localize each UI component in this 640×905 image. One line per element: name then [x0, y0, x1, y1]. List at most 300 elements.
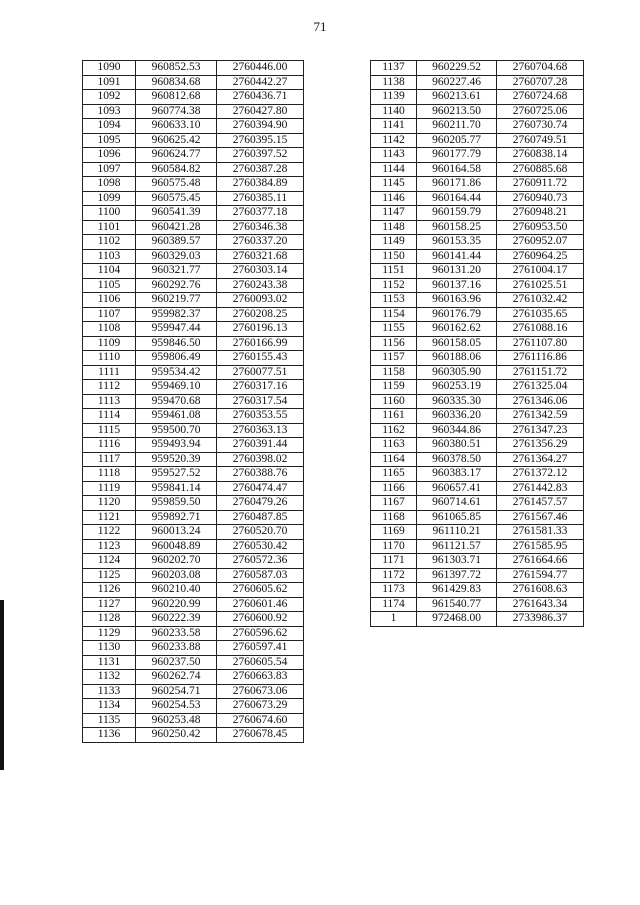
page-number: 71	[313, 19, 327, 34]
y-coordinate-cell: 2761442.83	[497, 481, 584, 496]
table-row	[83, 206, 304, 221]
y-coordinate-cell: 2760940.73	[497, 191, 584, 206]
x-coordinate-cell: 960834.68	[136, 75, 217, 90]
table-row	[371, 148, 584, 163]
x-coordinate-cell: 961065.85	[417, 510, 497, 525]
y-coordinate-cell: 2760394.90	[217, 119, 304, 134]
x-coordinate-cell: 960714.61	[417, 496, 497, 511]
x-coordinate-cell: 960229.52	[417, 61, 497, 76]
x-coordinate-cell: 960203.08	[136, 568, 217, 583]
y-coordinate-cell: 2760964.25	[497, 249, 584, 264]
point-number-cell: 1165	[371, 467, 417, 482]
table-row	[371, 249, 584, 264]
table-row	[83, 133, 304, 148]
x-coordinate-cell: 960253.19	[417, 380, 497, 395]
y-coordinate-cell: 2760397.52	[217, 148, 304, 163]
point-number-cell: 1109	[83, 336, 136, 351]
table-row	[371, 162, 584, 177]
point-number-cell: 1103	[83, 249, 136, 264]
x-coordinate-cell: 960389.57	[136, 235, 217, 250]
table-row	[371, 104, 584, 119]
table-row	[83, 612, 304, 627]
x-coordinate-cell: 960171.86	[417, 177, 497, 192]
x-coordinate-cell: 960227.46	[417, 75, 497, 90]
point-number-cell: 1117	[83, 452, 136, 467]
x-coordinate-cell: 960575.48	[136, 177, 217, 192]
scan-edge-mark	[0, 600, 4, 770]
x-coordinate-cell: 960584.82	[136, 162, 217, 177]
x-coordinate-cell: 960220.99	[136, 597, 217, 612]
point-number-cell: 1157	[371, 351, 417, 366]
table-row	[371, 307, 584, 322]
y-coordinate-cell: 2761116.86	[497, 351, 584, 366]
y-coordinate-cell: 2760673.29	[217, 699, 304, 714]
y-coordinate-cell: 2760487.85	[217, 510, 304, 525]
x-coordinate-cell: 960137.16	[417, 278, 497, 293]
y-coordinate-cell: 2761567.46	[497, 510, 584, 525]
y-coordinate-cell: 2761372.12	[497, 467, 584, 482]
x-coordinate-cell: 960141.44	[417, 249, 497, 264]
point-number-cell: 1106	[83, 293, 136, 308]
table-row	[83, 438, 304, 453]
table-row	[83, 264, 304, 279]
table-row	[83, 510, 304, 525]
point-number-cell: 1169	[371, 525, 417, 540]
point-number-cell: 1153	[371, 293, 417, 308]
point-number-cell: 1146	[371, 191, 417, 206]
point-number-cell: 1150	[371, 249, 417, 264]
table-row	[371, 409, 584, 424]
table-row	[83, 104, 304, 119]
table-row	[371, 496, 584, 511]
y-coordinate-cell: 2760605.62	[217, 583, 304, 598]
point-number-cell: 1173	[371, 583, 417, 598]
table-row	[83, 336, 304, 351]
table-row	[371, 75, 584, 90]
x-coordinate-cell: 960541.39	[136, 206, 217, 221]
y-coordinate-cell: 2760704.68	[497, 61, 584, 76]
point-number-cell: 1128	[83, 612, 136, 627]
table-row	[371, 191, 584, 206]
y-coordinate-cell: 2760725.06	[497, 104, 584, 119]
table-row	[371, 438, 584, 453]
x-coordinate-cell: 960625.42	[136, 133, 217, 148]
table-row	[83, 684, 304, 699]
point-number-cell: 1167	[371, 496, 417, 511]
table-row	[83, 597, 304, 612]
x-coordinate-cell: 959947.44	[136, 322, 217, 337]
point-number-cell: 1097	[83, 162, 136, 177]
y-coordinate-cell: 2760427.80	[217, 104, 304, 119]
y-coordinate-cell: 2761643.34	[497, 597, 584, 612]
point-number-cell: 1122	[83, 525, 136, 540]
x-coordinate-cell: 960254.71	[136, 684, 217, 699]
x-coordinate-cell: 960048.89	[136, 539, 217, 554]
y-coordinate-cell: 2760572.36	[217, 554, 304, 569]
point-number-cell: 1116	[83, 438, 136, 453]
x-coordinate-cell: 961110.21	[417, 525, 497, 540]
point-number-cell: 1110	[83, 351, 136, 366]
point-number-cell: 1096	[83, 148, 136, 163]
y-coordinate-cell: 2761585.95	[497, 539, 584, 554]
x-coordinate-cell: 960162.62	[417, 322, 497, 337]
table-row	[371, 510, 584, 525]
x-coordinate-cell: 960253.48	[136, 713, 217, 728]
y-coordinate-cell: 2760605.54	[217, 655, 304, 670]
x-coordinate-cell: 961303.71	[417, 554, 497, 569]
y-coordinate-cell: 2760398.02	[217, 452, 304, 467]
point-number-cell: 1143	[371, 148, 417, 163]
point-number-cell: 1154	[371, 307, 417, 322]
y-coordinate-cell: 2760387.28	[217, 162, 304, 177]
x-coordinate-cell: 960188.06	[417, 351, 497, 366]
point-number-cell: 1111	[83, 365, 136, 380]
table-row	[83, 699, 304, 714]
y-coordinate-cell: 2761664.66	[497, 554, 584, 569]
y-coordinate-cell: 2760446.00	[217, 61, 304, 76]
table-row	[83, 655, 304, 670]
coordinates-table-left	[82, 60, 304, 743]
point-number-cell: 1100	[83, 206, 136, 221]
x-coordinate-cell: 960633.10	[136, 119, 217, 134]
y-coordinate-cell: 2760596.62	[217, 626, 304, 641]
y-coordinate-cell: 2760678.45	[217, 728, 304, 743]
x-coordinate-cell: 959859.50	[136, 496, 217, 511]
y-coordinate-cell: 2761347.23	[497, 423, 584, 438]
y-coordinate-cell: 2761608.63	[497, 583, 584, 598]
point-number-cell: 1141	[371, 119, 417, 134]
x-coordinate-cell: 960213.61	[417, 90, 497, 105]
point-number-cell: 1124	[83, 554, 136, 569]
x-coordinate-cell: 960164.44	[417, 191, 497, 206]
y-coordinate-cell: 2760838.14	[497, 148, 584, 163]
point-number-cell: 1166	[371, 481, 417, 496]
point-number-cell: 1158	[371, 365, 417, 380]
y-coordinate-cell: 2760384.89	[217, 177, 304, 192]
table-row	[83, 90, 304, 105]
point-number-cell: 1164	[371, 452, 417, 467]
point-number-cell: 1133	[83, 684, 136, 699]
y-coordinate-cell: 2760395.15	[217, 133, 304, 148]
x-coordinate-cell: 959806.49	[136, 351, 217, 366]
y-coordinate-cell: 2760601.46	[217, 597, 304, 612]
table-row	[83, 496, 304, 511]
x-coordinate-cell: 959500.70	[136, 423, 217, 438]
table-row	[371, 278, 584, 293]
table-row	[83, 75, 304, 90]
point-number-cell: 1161	[371, 409, 417, 424]
table-row	[371, 612, 584, 627]
table-row	[371, 597, 584, 612]
table-row	[371, 568, 584, 583]
y-coordinate-cell: 2760303.14	[217, 264, 304, 279]
x-coordinate-cell: 959493.94	[136, 438, 217, 453]
y-coordinate-cell: 2760885.68	[497, 162, 584, 177]
x-coordinate-cell: 960383.17	[417, 467, 497, 482]
x-coordinate-cell: 960335.30	[417, 394, 497, 409]
point-number-cell: 1134	[83, 699, 136, 714]
x-coordinate-cell: 959527.52	[136, 467, 217, 482]
x-coordinate-cell: 960131.20	[417, 264, 497, 279]
table-row	[371, 583, 584, 598]
x-coordinate-cell: 960421.28	[136, 220, 217, 235]
x-coordinate-cell: 960164.58	[417, 162, 497, 177]
x-coordinate-cell: 960158.25	[417, 220, 497, 235]
x-coordinate-cell: 960305.90	[417, 365, 497, 380]
table-row	[83, 481, 304, 496]
coordinates-table-left-body	[83, 61, 304, 743]
x-coordinate-cell: 959469.10	[136, 380, 217, 395]
x-coordinate-cell: 960153.35	[417, 235, 497, 250]
point-number-cell: 1101	[83, 220, 136, 235]
y-coordinate-cell: 2760948.21	[497, 206, 584, 221]
table-row	[371, 61, 584, 76]
y-coordinate-cell: 2760208.25	[217, 307, 304, 322]
y-coordinate-cell: 2761364.27	[497, 452, 584, 467]
x-coordinate-cell: 959520.39	[136, 452, 217, 467]
point-number-cell: 1174	[371, 597, 417, 612]
table-row	[83, 278, 304, 293]
x-coordinate-cell: 960575.45	[136, 191, 217, 206]
y-coordinate-cell: 2761346.06	[497, 394, 584, 409]
table-row	[83, 351, 304, 366]
table-row	[371, 351, 584, 366]
x-coordinate-cell: 960177.79	[417, 148, 497, 163]
point-number-cell: 1131	[83, 655, 136, 670]
y-coordinate-cell: 2760196.13	[217, 322, 304, 337]
point-number-cell: 1094	[83, 119, 136, 134]
x-coordinate-cell: 959841.14	[136, 481, 217, 496]
y-coordinate-cell: 2760530.42	[217, 539, 304, 554]
table-row	[83, 293, 304, 308]
point-number-cell: 1168	[371, 510, 417, 525]
x-coordinate-cell: 960292.76	[136, 278, 217, 293]
x-coordinate-cell: 960159.79	[417, 206, 497, 221]
x-coordinate-cell: 961397.72	[417, 568, 497, 583]
y-coordinate-cell: 2760353.55	[217, 409, 304, 424]
x-coordinate-cell: 961429.83	[417, 583, 497, 598]
point-number-cell: 1172	[371, 568, 417, 583]
x-coordinate-cell: 960163.96	[417, 293, 497, 308]
x-coordinate-cell: 959892.71	[136, 510, 217, 525]
y-coordinate-cell: 2761457.57	[497, 496, 584, 511]
y-coordinate-cell: 2760520.70	[217, 525, 304, 540]
table-row	[83, 641, 304, 656]
point-number-cell: 1107	[83, 307, 136, 322]
point-number-cell: 1138	[371, 75, 417, 90]
table-row	[83, 467, 304, 482]
y-coordinate-cell: 2760707.28	[497, 75, 584, 90]
table-row	[371, 206, 584, 221]
x-coordinate-cell: 960213.50	[417, 104, 497, 119]
table-row	[371, 235, 584, 250]
x-coordinate-cell: 960657.41	[417, 481, 497, 496]
table-row	[371, 293, 584, 308]
table-row	[371, 322, 584, 337]
y-coordinate-cell: 2760346.38	[217, 220, 304, 235]
y-coordinate-cell: 2760674.60	[217, 713, 304, 728]
y-coordinate-cell: 2760730.74	[497, 119, 584, 134]
y-coordinate-cell: 2760673.06	[217, 684, 304, 699]
table-row	[83, 220, 304, 235]
y-coordinate-cell: 2760724.68	[497, 90, 584, 105]
x-coordinate-cell: 960013.24	[136, 525, 217, 540]
y-coordinate-cell: 2760317.54	[217, 394, 304, 409]
x-coordinate-cell: 959534.42	[136, 365, 217, 380]
point-number-cell: 1123	[83, 539, 136, 554]
table-row	[371, 90, 584, 105]
point-number-cell: 1142	[371, 133, 417, 148]
x-coordinate-cell: 960202.70	[136, 554, 217, 569]
point-number-cell: 1145	[371, 177, 417, 192]
x-coordinate-cell: 960219.77	[136, 293, 217, 308]
y-coordinate-cell: 2760479.26	[217, 496, 304, 511]
point-number-cell: 1092	[83, 90, 136, 105]
point-number-cell: 1137	[371, 61, 417, 76]
table-row	[83, 148, 304, 163]
y-coordinate-cell: 2761151.72	[497, 365, 584, 380]
point-number-cell: 1159	[371, 380, 417, 395]
table-row	[83, 409, 304, 424]
x-coordinate-cell: 960233.58	[136, 626, 217, 641]
y-coordinate-cell: 2733986.37	[497, 612, 584, 627]
table-row	[83, 61, 304, 76]
point-number-cell: 1147	[371, 206, 417, 221]
x-coordinate-cell: 960380.51	[417, 438, 497, 453]
point-number-cell: 1127	[83, 597, 136, 612]
point-number-cell: 1130	[83, 641, 136, 656]
x-coordinate-cell: 960210.40	[136, 583, 217, 598]
point-number-cell: 1125	[83, 568, 136, 583]
point-number-cell: 1171	[371, 554, 417, 569]
y-coordinate-cell: 2760093.02	[217, 293, 304, 308]
table-row	[371, 336, 584, 351]
y-coordinate-cell: 2760663.83	[217, 670, 304, 685]
point-number-cell: 1115	[83, 423, 136, 438]
table-row	[83, 539, 304, 554]
y-coordinate-cell: 2761325.04	[497, 380, 584, 395]
x-coordinate-cell: 959982.37	[136, 307, 217, 322]
point-number-cell: 1098	[83, 177, 136, 192]
y-coordinate-cell: 2761025.51	[497, 278, 584, 293]
table-row	[371, 423, 584, 438]
table-row	[83, 568, 304, 583]
x-coordinate-cell: 960222.39	[136, 612, 217, 627]
table-row	[83, 554, 304, 569]
point-number-cell: 1170	[371, 539, 417, 554]
coordinates-table-right	[370, 60, 584, 627]
table-row	[83, 394, 304, 409]
x-coordinate-cell: 960237.50	[136, 655, 217, 670]
table-row	[83, 365, 304, 380]
x-coordinate-cell: 960250.42	[136, 728, 217, 743]
x-coordinate-cell: 960262.74	[136, 670, 217, 685]
y-coordinate-cell: 2761004.17	[497, 264, 584, 279]
point-number-cell: 1108	[83, 322, 136, 337]
y-coordinate-cell: 2760321.68	[217, 249, 304, 264]
table-row	[371, 365, 584, 380]
point-number-cell: 1120	[83, 496, 136, 511]
table-row	[371, 220, 584, 235]
point-number-cell: 1104	[83, 264, 136, 279]
point-number-cell: 1090	[83, 61, 136, 76]
x-coordinate-cell: 960624.77	[136, 148, 217, 163]
table-row	[83, 249, 304, 264]
y-coordinate-cell: 2760077.51	[217, 365, 304, 380]
point-number-cell: 1095	[83, 133, 136, 148]
table-row	[371, 452, 584, 467]
table-row	[83, 583, 304, 598]
table-row	[83, 728, 304, 743]
y-coordinate-cell: 2760388.76	[217, 467, 304, 482]
point-number-cell: 1	[371, 612, 417, 627]
table-row	[371, 133, 584, 148]
table-row	[83, 423, 304, 438]
table-row	[371, 394, 584, 409]
x-coordinate-cell: 960158.05	[417, 336, 497, 351]
x-coordinate-cell: 959846.50	[136, 336, 217, 351]
y-coordinate-cell: 2760363.13	[217, 423, 304, 438]
point-number-cell: 1144	[371, 162, 417, 177]
x-coordinate-cell: 961540.77	[417, 597, 497, 612]
table-row	[83, 626, 304, 641]
y-coordinate-cell: 2760597.41	[217, 641, 304, 656]
y-coordinate-cell: 2761356.29	[497, 438, 584, 453]
x-coordinate-cell: 960211.70	[417, 119, 497, 134]
point-number-cell: 1156	[371, 336, 417, 351]
coordinates-table-right-body	[371, 61, 584, 627]
y-coordinate-cell: 2760155.43	[217, 351, 304, 366]
x-coordinate-cell: 960321.77	[136, 264, 217, 279]
point-number-cell: 1119	[83, 481, 136, 496]
y-coordinate-cell: 2760436.71	[217, 90, 304, 105]
table-row	[83, 177, 304, 192]
x-coordinate-cell: 959470.68	[136, 394, 217, 409]
x-coordinate-cell: 960205.77	[417, 133, 497, 148]
table-row	[371, 380, 584, 395]
table-row	[83, 452, 304, 467]
x-coordinate-cell: 972468.00	[417, 612, 497, 627]
table-row	[371, 264, 584, 279]
x-coordinate-cell: 960176.79	[417, 307, 497, 322]
table-row	[371, 539, 584, 554]
x-coordinate-cell: 960329.03	[136, 249, 217, 264]
table-row	[83, 235, 304, 250]
point-number-cell: 1151	[371, 264, 417, 279]
point-number-cell: 1129	[83, 626, 136, 641]
table-row	[371, 177, 584, 192]
y-coordinate-cell: 2760377.18	[217, 206, 304, 221]
point-number-cell: 1091	[83, 75, 136, 90]
table-row	[371, 481, 584, 496]
table-row	[83, 322, 304, 337]
y-coordinate-cell: 2760317.16	[217, 380, 304, 395]
x-coordinate-cell: 959461.08	[136, 409, 217, 424]
y-coordinate-cell: 2760600.92	[217, 612, 304, 627]
point-number-cell: 1118	[83, 467, 136, 482]
y-coordinate-cell: 2761032.42	[497, 293, 584, 308]
table-row	[83, 380, 304, 395]
x-coordinate-cell: 960344.86	[417, 423, 497, 438]
point-number-cell: 1155	[371, 322, 417, 337]
point-number-cell: 1135	[83, 713, 136, 728]
point-number-cell: 1139	[371, 90, 417, 105]
table-row	[83, 713, 304, 728]
table-row	[83, 162, 304, 177]
y-coordinate-cell: 2760391.44	[217, 438, 304, 453]
table-row	[371, 554, 584, 569]
x-coordinate-cell: 960774.38	[136, 104, 217, 119]
